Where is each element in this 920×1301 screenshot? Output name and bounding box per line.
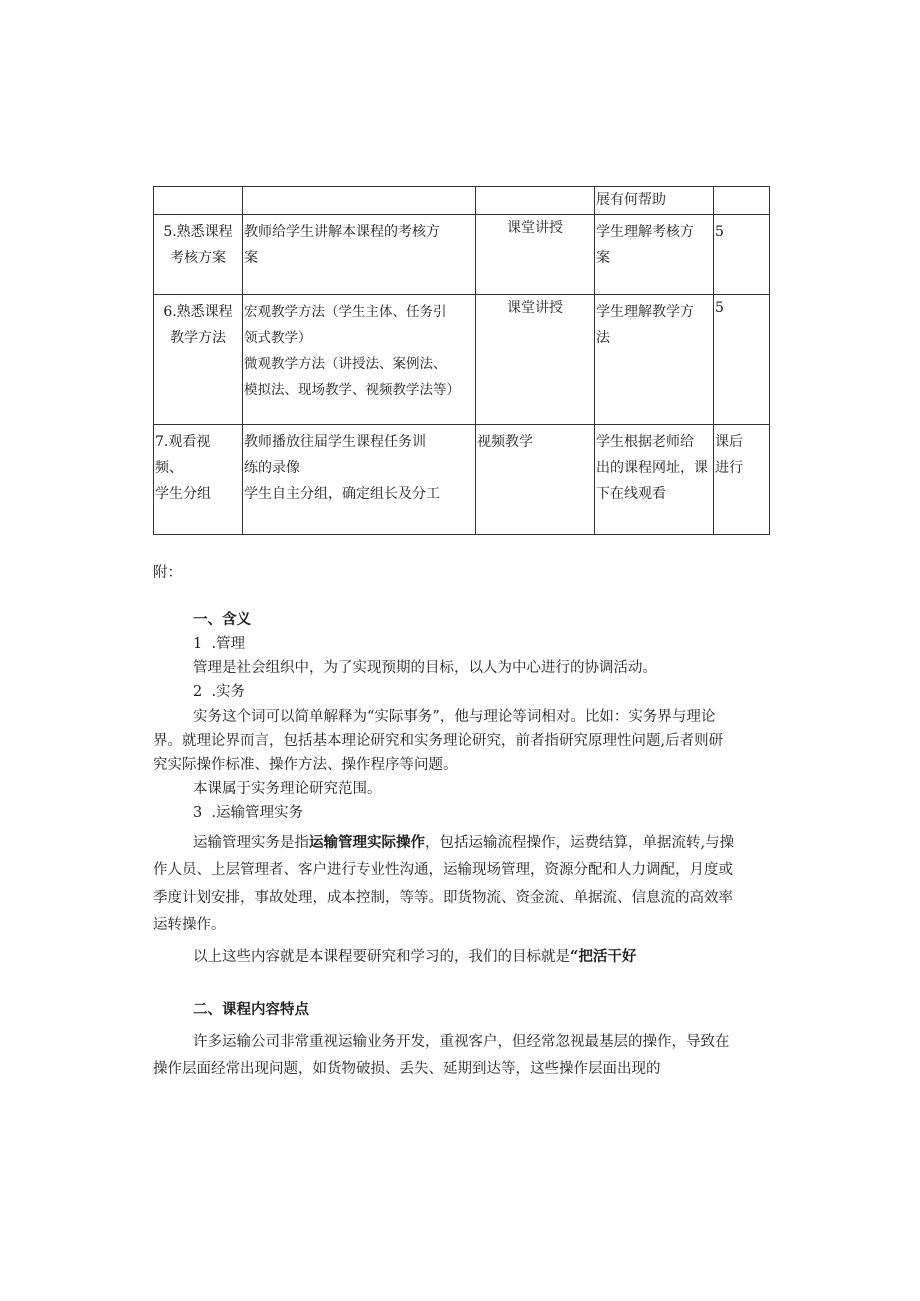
item3-number: 3 [193, 805, 203, 821]
item3-bold: 运输管理实际操作 [309, 834, 425, 851]
item3-label: .运输管理实务 [211, 805, 304, 821]
cell-text: 进行 [715, 460, 743, 476]
appendix-label: 附： [153, 565, 182, 581]
table-cell [243, 425, 476, 535]
table-row [154, 187, 770, 215]
table-cell [595, 187, 714, 215]
cell-text: 教师播放往届学生课程任务训 [244, 434, 426, 450]
cell-text: 练的录像 [244, 460, 300, 476]
table-cell [243, 295, 476, 425]
cell-text: 考核方案 [170, 250, 226, 266]
table-cell [476, 187, 595, 215]
table-cell [154, 295, 243, 425]
item1-heading [193, 632, 245, 653]
summary-line [193, 945, 636, 966]
summary-bold: “把活干好 [570, 948, 637, 965]
item3-text-line3: 季度计划安排，事故处理，成本控制，等等。即货物流、资金流、单据流、信息流的高效率 [153, 890, 733, 906]
section2-line2: 操作层面经常出现问题，如货物破损、丢失、延期到达等，这些操作层面出现的 [153, 1061, 661, 1077]
cell-text: 课后 [715, 434, 743, 450]
cell-text: 课堂讲授 [507, 220, 563, 236]
item2-note: 本课属于实务理论研究范围。 [193, 781, 382, 797]
cell-text: 频、 [155, 460, 183, 476]
table-cell [714, 295, 770, 425]
item3-text-line1 [193, 831, 734, 852]
cell-text: 展有何帮助 [596, 192, 666, 208]
section2-title: 二、课程内容特点 [193, 1001, 309, 1018]
item1-text: 管理是社会组织中，为了实现预期的目标，以人为中心进行的协调活动。 [193, 660, 657, 676]
course-plan-table [153, 186, 770, 535]
item1-number: 1 [193, 636, 203, 652]
table-cell [595, 215, 714, 295]
cell-text: 领式教学） [244, 330, 312, 346]
cell-text: 案 [244, 250, 258, 266]
section1-title: 一、含义 [193, 611, 251, 628]
cell-text: 视频教学 [477, 434, 533, 450]
cell-text: 法 [596, 330, 610, 346]
table-cell [154, 425, 243, 535]
item3-pre: 运输管理实务是指 [193, 835, 309, 851]
cell-text: 教师给学生讲解本课程的考核方 [244, 224, 440, 240]
cell-text: 教学方法 [170, 330, 226, 346]
table-cell [714, 425, 770, 535]
cell-text: 模拟法、现场教学、视频教学法等） [244, 382, 460, 398]
item2-text-line1: 实务这个词可以简单解释为“实际事务”，他与理论等词相对。比如：实务界与理论 [193, 709, 716, 725]
table-cell [243, 187, 476, 215]
table-cell [595, 295, 714, 425]
cell-text: 课堂讲授 [507, 300, 563, 316]
item1-label: .管理 [211, 636, 246, 652]
item2-number: 2 [193, 684, 203, 700]
cell-text: 5 [715, 300, 724, 316]
table-cell [595, 425, 714, 535]
table-cell [476, 295, 595, 425]
table-cell [243, 215, 476, 295]
cell-text: 5.熟悉课程 [163, 224, 233, 240]
item2-text-line3: 究实际操作标准、操作方法、操作程序等问题。 [153, 757, 458, 773]
item3-post: ，包括运输流程操作，运费结算，单据流转,与操 [425, 835, 735, 851]
item3-heading [193, 801, 303, 822]
cell-text: 7.观看视 [155, 434, 211, 450]
table-cell [476, 215, 595, 295]
table-cell [154, 215, 243, 295]
summary-pre: 以上这些内容就是本课程要研究和学习的，我们的目标就是 [193, 949, 570, 965]
cell-text: 学生自主分组，确定组长及分工 [244, 486, 440, 502]
cell-text: 5 [715, 224, 724, 240]
cell-text: 学生理解教学方 [596, 304, 694, 320]
table-row [154, 425, 770, 535]
cell-text: 出的课程网址，课 [596, 460, 708, 476]
item2-text-line2: 界。就理论界而言，包括基本理论研究和实务理论研究，前者指研究原理性问题,后者则研 [153, 733, 724, 749]
cell-text: 宏观教学方法（学生主体、任务引 [244, 304, 447, 320]
cell-text: 学生分组 [155, 486, 211, 502]
cell-text: 学生理解考核方 [596, 224, 694, 240]
table-row [154, 295, 770, 425]
cell-text: 学生根据老师给 [596, 434, 694, 450]
cell-text: 下在线观看 [596, 486, 666, 502]
cell-text: 微观教学方法（讲授法、案例法、 [244, 356, 447, 372]
item3-text-line2: 作人员、上层管理者、客户进行专业性沟通，运输现场管理，资源分配和人力调配，月度或 [153, 862, 733, 878]
table-row [154, 215, 770, 295]
table-cell [714, 187, 770, 215]
cell-text: 案 [596, 250, 610, 266]
item2-heading [193, 680, 245, 701]
table-cell [714, 215, 770, 295]
item3-text-line4: 运转操作。 [153, 917, 226, 933]
item2-label: .实务 [211, 684, 246, 700]
cell-text: 6.熟悉课程 [163, 304, 233, 320]
table-cell [154, 187, 243, 215]
section2-line1: 许多运输公司非常重视运输业务开发，重视客户，但经常忽视最基层的操作，导致在 [193, 1034, 730, 1050]
table-cell [476, 425, 595, 535]
